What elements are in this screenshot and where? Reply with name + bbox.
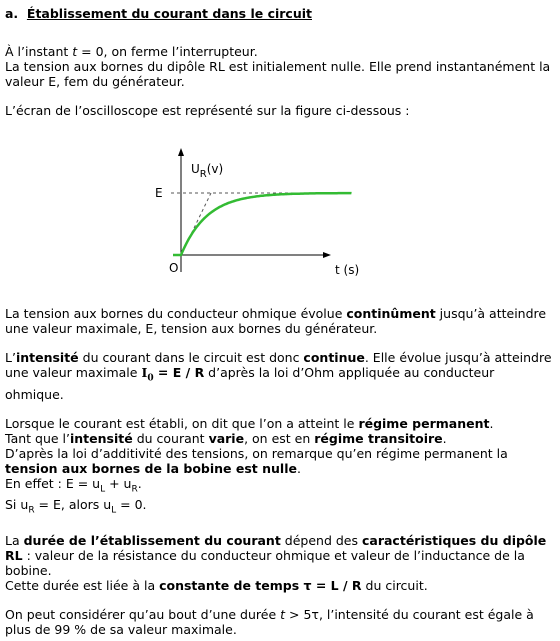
intro-line-2: La tension aux bornes du dipôle RL est initialement nulle. Elle prend instantanément la valeur E, fem du générateur.: [5, 59, 551, 89]
y-axis-label: $U_R(v)$: [191, 162, 224, 180]
oscilloscope-chart: [5, 132, 553, 292]
paragraph-regime-2: Tant que l’intensité du courant varie, on est en régime transitoire.: [5, 430, 447, 446]
document: [5, 6, 553, 637]
intro-line-1: À l’instant t = 0, on ferme l’interrupteur.: [5, 44, 258, 59]
paragraph-duration: La durée de l’établissement du courant dépend des caractéristiques du dipôle RL : valeur de la résistance du conducteur ohmique et valeur de l’inductance de la bobine.: [5, 532, 547, 578]
origin-label: O: [169, 261, 179, 275]
section-title: Établissement du courant dans le circuit: [26, 6, 312, 21]
paragraph-intensity: L’intensité du courant dans le circuit est donc continue. Elle évolue jusqu’à atteindre une valeur maximale $I_0 = E / R$ d’après la loi d’Ohm appliquée au conducteur ohmique.: [5, 350, 552, 402]
section-marker: a.: [5, 6, 19, 21]
x-axis-arrow: [323, 252, 331, 258]
e-label: E: [155, 186, 163, 200]
paragraph-continuity: La tension aux bornes du conducteur ohmique évolue continûment jusqu’à atteindre une valeur maximale, E, tension aux bornes du générateur.: [5, 306, 547, 336]
voltage-curve: [173, 193, 351, 255]
equation-condition: Si $u_R = E$, alors $u_L = 0$.: [5, 497, 147, 516]
x-axis-label: t (s): [335, 263, 360, 277]
oscilloscope-caption: L’écran de l’oscilloscope est représenté sur la figure ci-dessous :: [5, 103, 410, 118]
equation-additivity: En effet : $E = u_L + u_R$.: [5, 475, 142, 494]
paragraph-regime-1: Lorsque le courant est établi, on dit que l’on a atteint le régime permanent.: [5, 415, 494, 431]
section-heading: [5, 6, 553, 21]
y-axis-arrow: [178, 148, 184, 156]
paragraph-time-constant: Cette durée est liée à la constante de temps τ = L / R du circuit.: [5, 577, 428, 593]
paragraph-regime-3: D’après la loi d’additivité des tensions, on remarque qu’en régime permanent la tension aux bornes de la bobine est nulle.: [5, 445, 508, 476]
chart-svg: [5, 132, 553, 292]
paragraph-five-tau: On peut considérer qu’au bout d’une durée t > 5τ, l’intensité du courant est égale à plus de 99 % de sa valeur maximale.: [5, 606, 534, 637]
